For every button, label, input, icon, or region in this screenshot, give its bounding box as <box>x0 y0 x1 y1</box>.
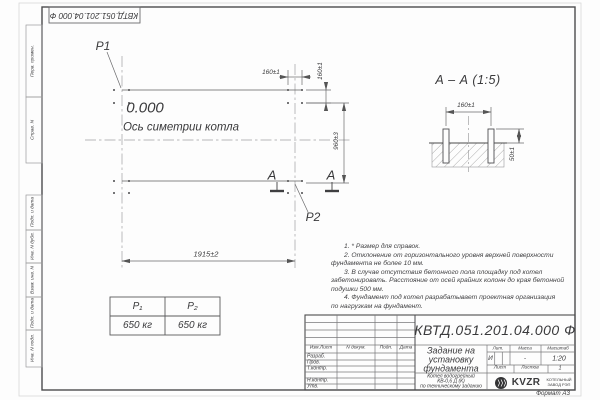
tb-product-line: Котел водогрейный <box>427 373 475 379</box>
tb-header-izm-list: Изм.Лист <box>309 345 333 351</box>
note-line: забетонировать. Расстояние от осей крайних колонн до края бетонной <box>331 277 565 285</box>
load-table-header-p1: P₁ <box>132 300 143 312</box>
section-cut-letter-right: А <box>326 167 336 183</box>
technical-notes <box>331 243 577 311</box>
tb-mass-value: - <box>523 354 527 362</box>
tb-header-data: Дата <box>399 345 413 351</box>
kvzr-logo-subtitle: ЗАВОД РЭП <box>547 382 571 388</box>
tb-doc-title-line: фундамента <box>423 363 479 373</box>
note-line: 4. Фундамент под котел разрабатывает проектная организация <box>344 294 556 302</box>
side-label-sprav-n: Справ. N <box>30 119 36 141</box>
plan-p2-label: P2 <box>305 210 321 224</box>
tb-scale-value: 1:20 <box>552 355 566 362</box>
tb-doc-title-line: установку <box>428 354 474 364</box>
plan-axis-label: Ось симетрии котла <box>122 121 240 134</box>
section-cut-letter-left: А <box>267 167 277 183</box>
side-label-perv-primen: Перв. примен. <box>30 45 36 77</box>
tb-header-podp: Подп. <box>379 345 393 351</box>
note-line: по нагрузкам на фундамент. <box>331 302 423 310</box>
load-table-header-p2: P₂ <box>187 300 198 312</box>
side-label-podp-data-2: Подп. и дата <box>30 297 36 329</box>
note-line: 3. В случае отсутствия бетонного пола площадку под котел <box>344 268 543 276</box>
tb-masshtab-header: Масштаб <box>547 345 569 351</box>
plan-p1-label: P1 <box>95 39 111 53</box>
section-dim-protrusion: 50±1 <box>508 146 516 162</box>
note-line: подушки 500 мм. <box>331 285 384 293</box>
anchor-bolt-right <box>488 129 494 163</box>
tb-row-utv: Утв. <box>307 383 319 390</box>
tb-lit-header: Лит. <box>492 345 504 351</box>
kvzr-logo-text: KVZR <box>511 377 541 388</box>
side-label-vzam-inv: Взам. инв. N <box>30 266 36 294</box>
side-label-inv-podl: Инв. N подл. <box>30 333 36 363</box>
title-block-designation: КВТД.051.201.04.000 Ф <box>414 322 576 338</box>
dim-width-960: 960±3 <box>332 132 340 150</box>
section-a-a-view <box>429 107 524 172</box>
note-line: 2. Отклонение от горизонтального уровня верхней поверхности <box>344 251 554 259</box>
tb-sheet-label: Лист <box>493 365 507 371</box>
tb-lit-value: И <box>488 354 493 362</box>
dim-bolt-spacing-h: 160±1 <box>262 68 280 76</box>
load-table-value-p1: 650 кг <box>122 319 153 331</box>
tb-row-prov: Пров. <box>307 359 321 366</box>
plan-view <box>85 52 352 268</box>
side-label-podp-data-1: Подп. и дата <box>30 196 36 228</box>
dim-bolt-spacing-v: 160±1 <box>316 62 324 80</box>
section-title: А – А (1:5) <box>435 72 501 87</box>
tb-row-tkontr: Т.контр. <box>307 365 328 372</box>
kvzr-logo-subtitle: КОТЕЛЬНЫЙ <box>546 377 572 382</box>
tb-sheets-label: Листов <box>521 365 539 371</box>
note-line: фундамента не более 10 мм. <box>331 260 424 268</box>
format-label: Формат А3 <box>536 389 570 397</box>
tb-header-n-dokum: N докум. <box>346 345 366 351</box>
tb-doc-title-line: Задание на <box>427 345 475 355</box>
note-line: 1. * Размер для справок. <box>344 243 421 250</box>
section-cut-marks <box>270 182 339 192</box>
side-label-inv-dubl: Инв. N дубл. <box>30 232 36 260</box>
tb-row-razrab: Разраб. <box>307 353 326 359</box>
tb-product-line: по техническому заданию <box>420 383 482 390</box>
tb-massa-header: Масса <box>518 345 532 351</box>
kvzr-emblem-icon <box>495 377 507 389</box>
plan-elevation-label: 0.000 <box>126 99 164 117</box>
tb-product-line: КВ-0,6 Д (К) <box>437 378 465 385</box>
section-dim-spacing: 160±1 <box>457 101 475 109</box>
anchor-bolt-left <box>443 129 449 163</box>
top-designation: КВТД.051.201.04.000 Ф <box>49 11 139 21</box>
tb-sheets-value: 1 <box>558 365 562 372</box>
dim-length-1915: 1915±2 <box>193 249 219 259</box>
load-table-value-p2: 650 кг <box>177 319 208 331</box>
tb-row-nkontr: Н.контр. <box>307 377 329 384</box>
